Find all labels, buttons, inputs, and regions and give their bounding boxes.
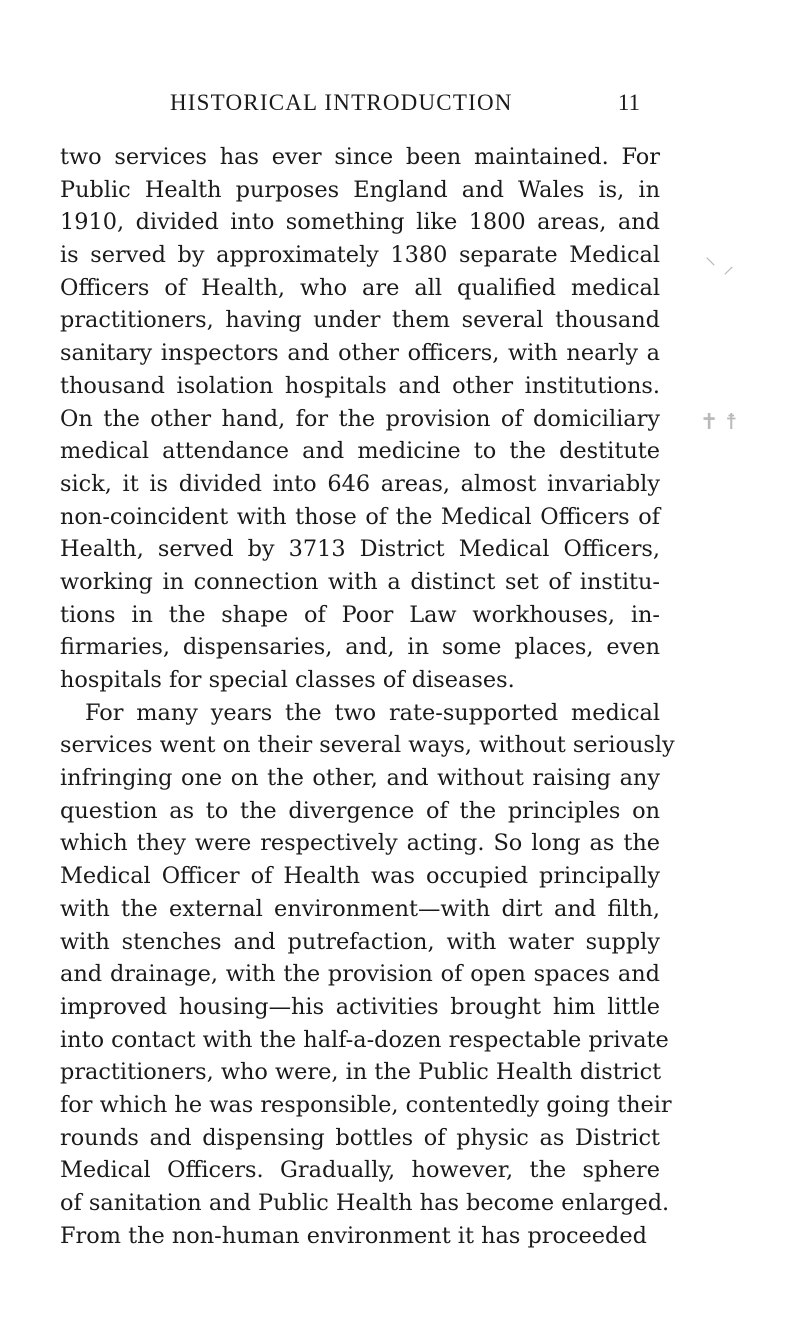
text-line: two services has ever since been maintained. For xyxy=(60,144,660,170)
text-line: sanitary inspectors and other officers, with nearly a xyxy=(60,340,660,367)
text-line: thousand isolation hospitals and other institutions. xyxy=(60,372,660,399)
text-line: with stenches and putrefaction, with water supply xyxy=(60,928,660,955)
text-line: Public Health purposes England and Wales is, in xyxy=(60,176,660,203)
page-number: 11 xyxy=(617,90,640,115)
text-line: is served by approximately 1380 separate Medical xyxy=(60,242,660,269)
text-line: From the non-human environment it has proceeded xyxy=(60,1222,647,1249)
text-line: Medical Officer of Health was occupied principally xyxy=(60,863,660,890)
text-line: hospitals for special classes of diseases. xyxy=(60,667,515,693)
margin-marks xyxy=(695,0,795,1329)
text-line: into contact with the half-a-dozen respectable private xyxy=(60,1026,669,1053)
pencil-mark-top: ⸌ ⸝ xyxy=(705,254,734,279)
text-line: medical attendance and medicine to the destitute xyxy=(60,438,660,465)
text-line: infringing one on the other, and without raising any xyxy=(60,765,660,792)
text-line: improved housing—his activities brought him little xyxy=(60,993,660,1020)
text-line: Officers of Health, who are all qualified medical xyxy=(60,274,660,301)
text-line: with the external environment—with dirt and filth, xyxy=(60,895,660,922)
text-line: rounds and dispensing bottles of physic as District xyxy=(60,1124,660,1151)
text-line: For many years the two rate-supported medical xyxy=(85,699,660,726)
text-line: Health, served by 3713 District Medical Officers, xyxy=(60,536,660,563)
running-head-title: HISTORICAL INTRODUCTION xyxy=(170,90,513,115)
text-line: 1910, divided into something like 1800 areas, and xyxy=(60,209,660,236)
text-line: and drainage, with the provision of open spaces and xyxy=(60,961,660,988)
pencil-mark-middle: ✝ ☨ xyxy=(700,410,738,435)
running-head xyxy=(170,90,640,126)
text-line: firmaries, dispensaries, and, in some places, even xyxy=(60,634,660,661)
body-text xyxy=(60,141,675,1252)
text-line: of sanitation and Public Health has become enlarged. xyxy=(60,1190,670,1216)
text-line: sick, it is divided into 646 areas, almost invariably xyxy=(60,470,660,497)
text-line: practitioners, who were, in the Public Health district xyxy=(60,1059,662,1086)
text-line: which they were respectively acting. So long as the xyxy=(60,830,660,857)
text-line: non-coincident with those of the Medical Officers of xyxy=(60,503,660,530)
text-line: working in connection with a distinct set of institu- xyxy=(60,568,660,595)
text-line: tions in the shape of Poor Law workhouses, in- xyxy=(60,601,660,628)
text-line: question as to the divergence of the principles on xyxy=(60,797,660,824)
text-line: On the other hand, for the provision of domiciliary xyxy=(60,405,660,432)
text-line: for which he was responsible, contentedly going their xyxy=(60,1091,672,1118)
text-line: Medical Officers. Gradually, however, the sphere xyxy=(60,1157,660,1184)
text-line: services went on their several ways, without seriously xyxy=(60,732,675,759)
text-line: practitioners, having under them several thousand xyxy=(60,307,660,334)
